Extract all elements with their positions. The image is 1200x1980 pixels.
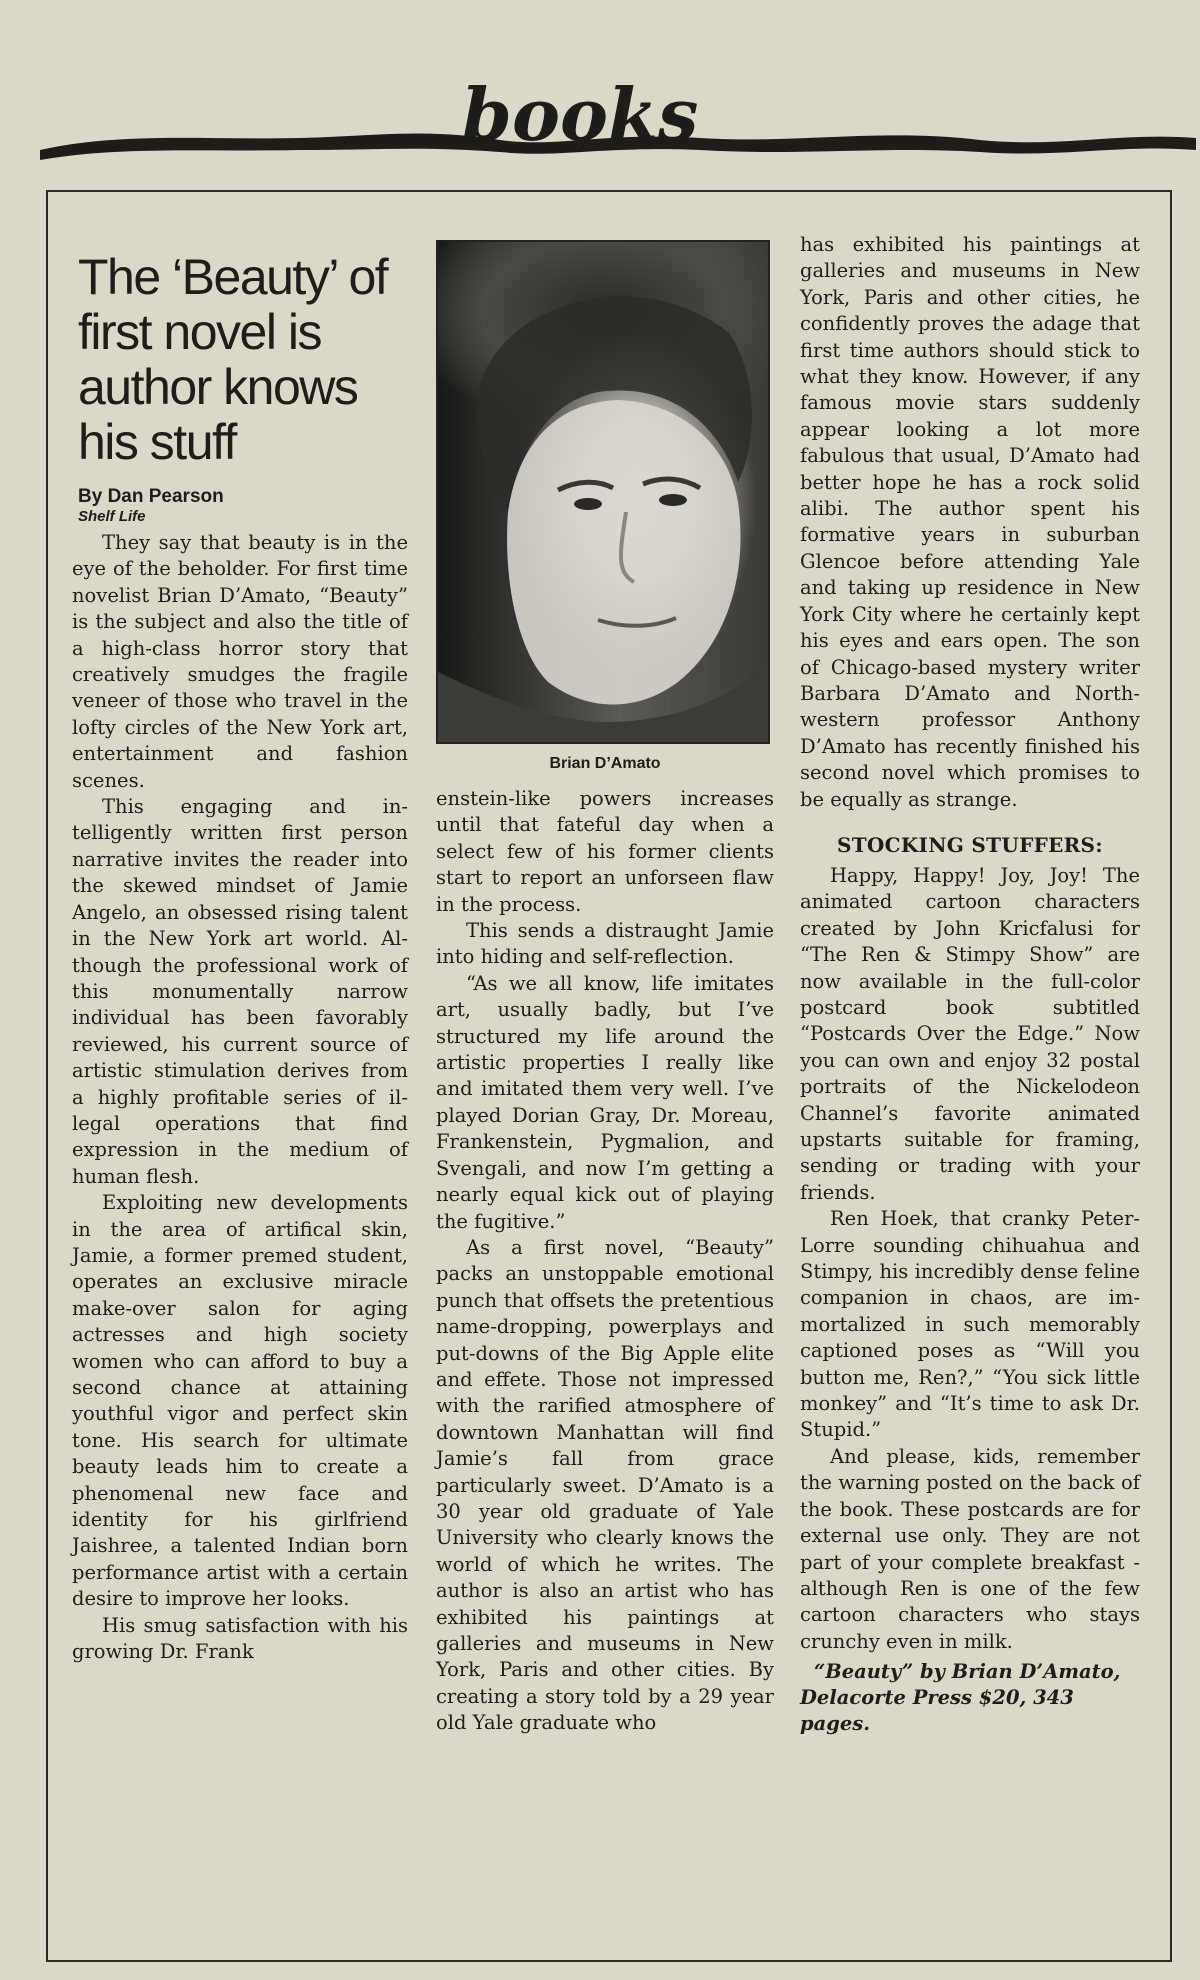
paragraph: As a first novel, “Beauty” packs an unstoppable emotional punch that offsets the pretentious name-dropping, powerplays and put-downs of the Big Apple elite and effete. Those not impressed with the rarified atmosphere of downtown Manhattan will find Jamie’s fall from grace particularly sweet. D’Amato is a 30 year old graduate of Yale University who clearly knows the world of which he writes. The author is also an artist who has exhibited his paintings at galleries and museums in New York, Paris and other cities. By creating a story told by a 29 year old Yale graduate who bbox=[436, 1235, 774, 1735]
paragraph: Happy, Happy! Joy, Joy! The animated cartoon characters created by John Kricfalusi for “The Ren & Stimpy Show” are now available in the full-color postcard book subtitled “Postcards Over the Edge.” Now you can own and enjoy 32 postal portraits of the Nickelodeon Channel’s favorite animated upstarts suitable for framing, sending or trading with your friends. bbox=[800, 863, 1140, 1204]
headline: The ‘Beauty’ of first novel is author knows his stuff bbox=[78, 249, 388, 470]
column-2 bbox=[436, 240, 774, 1737]
paragraph: This engaging and intelligently written first person narrative invites the reader into the skewed mindset of Jamie Angelo, an obsessed rising talent in the New York art world. Although the professional work of this monumentally narrow individual has been favorably reviewed, his current source of artistic stimulation derives from a highly profitable series of illegal operations that find expression in the medium of human flesh. bbox=[72, 795, 408, 1188]
column-1 bbox=[72, 250, 408, 1665]
paragraph: “As we all know, life imitates art, usually badly, but I’ve structured my life around the artistic properties I really like and imitated them very well. I’ve played Dorian Gray, Dr. Moreau, Frankenstein, Pygmalion, and Svengali, and now I’m getting a nearly equal kick out of playing the fugitive.” bbox=[436, 971, 774, 1233]
section-header bbox=[0, 0, 1200, 180]
paragraph: has exhibited his paintings at galleries and museums in New York, Paris and other cities, he confidently proves the adage that first time authors should stick to what they know. However, if any famous movie stars suddenly appear looking a lot more fabulous that usual, D’Amato had better hope he has a rock solid alibi. The author spent his formative years in suburban Glencoe before attending Yale and taking up residence in New York City where he certainly kept his eyes and ears open. The son of Chicago-based mystery writer Barbara D’Amato and Northwestern professor Anthony D’Amato has recently finished his second novel which promises to be equally as strange. bbox=[800, 233, 1140, 811]
paragraph: Ren Hoek, that cranky Peter-Lorre sounding chihuahua and Stimpy, his incredibly dense feline companion in chaos, are immortalized in such memorably captioned poses as “Will you button me, Ren?,” “You sick little monkey” and “It’s time to ask Dr. Stupid.” bbox=[800, 1207, 1140, 1442]
paragraph: This sends a distraught Jamie into hiding and self-reflection. bbox=[436, 919, 774, 969]
column-3 bbox=[800, 232, 1140, 1737]
paragraph: Exploiting new developments in the area of artifical skin, Jamie, a former premed student, operates an exclusive miracle make-over salon for aging actresses and high society women who can afford to buy a second chance at attaining youthful vigor and perfect skin tone. His search for ultimate beauty leads him to create a phenomenal new face and identity for his girlfriend Jaishree, a talented Indian born performance artist with a certain desire to improve her looks. bbox=[72, 1191, 408, 1611]
byline: By Dan Pearson bbox=[78, 486, 224, 507]
brush-stroke-rule bbox=[0, 0, 1200, 180]
photo-caption: Brian D’Amato bbox=[549, 755, 661, 772]
paragraph: His smug satisfaction with his growing Dr. Frank bbox=[72, 1613, 408, 1664]
paragraph: They say that beauty is in the eye of the beholder. For first time novelist Brian D’Amato, “Beauty” is the subject and also the title of a high-class horror story that creatively smudges the fragile veneer of those who travel in the lofty circles of the New York art, entertainment and fashion scenes. bbox=[72, 531, 408, 792]
book-credit: “Beauty” by Brian D’Amato, Delacorte Press $20, 343 pages. bbox=[800, 1660, 1121, 1736]
paragraph: And please, kids, remember the warning posted on the back of the book. These postcards are for external use only. They are not part of your complete breakfast - although Ren is one of the few cartoon characters who stays crunchy even in milk. bbox=[800, 1444, 1140, 1653]
paragraph: enstein-like powers increases until that fateful day when a select few of his former clients start to report an unforseen flaw in the process. bbox=[436, 787, 774, 916]
section-label: books bbox=[461, 72, 699, 157]
author-photo bbox=[436, 240, 770, 744]
subhead-stocking-stuffers: STOCKING STUFFERS: bbox=[837, 832, 1103, 857]
source-line: Shelf Life bbox=[78, 508, 146, 525]
